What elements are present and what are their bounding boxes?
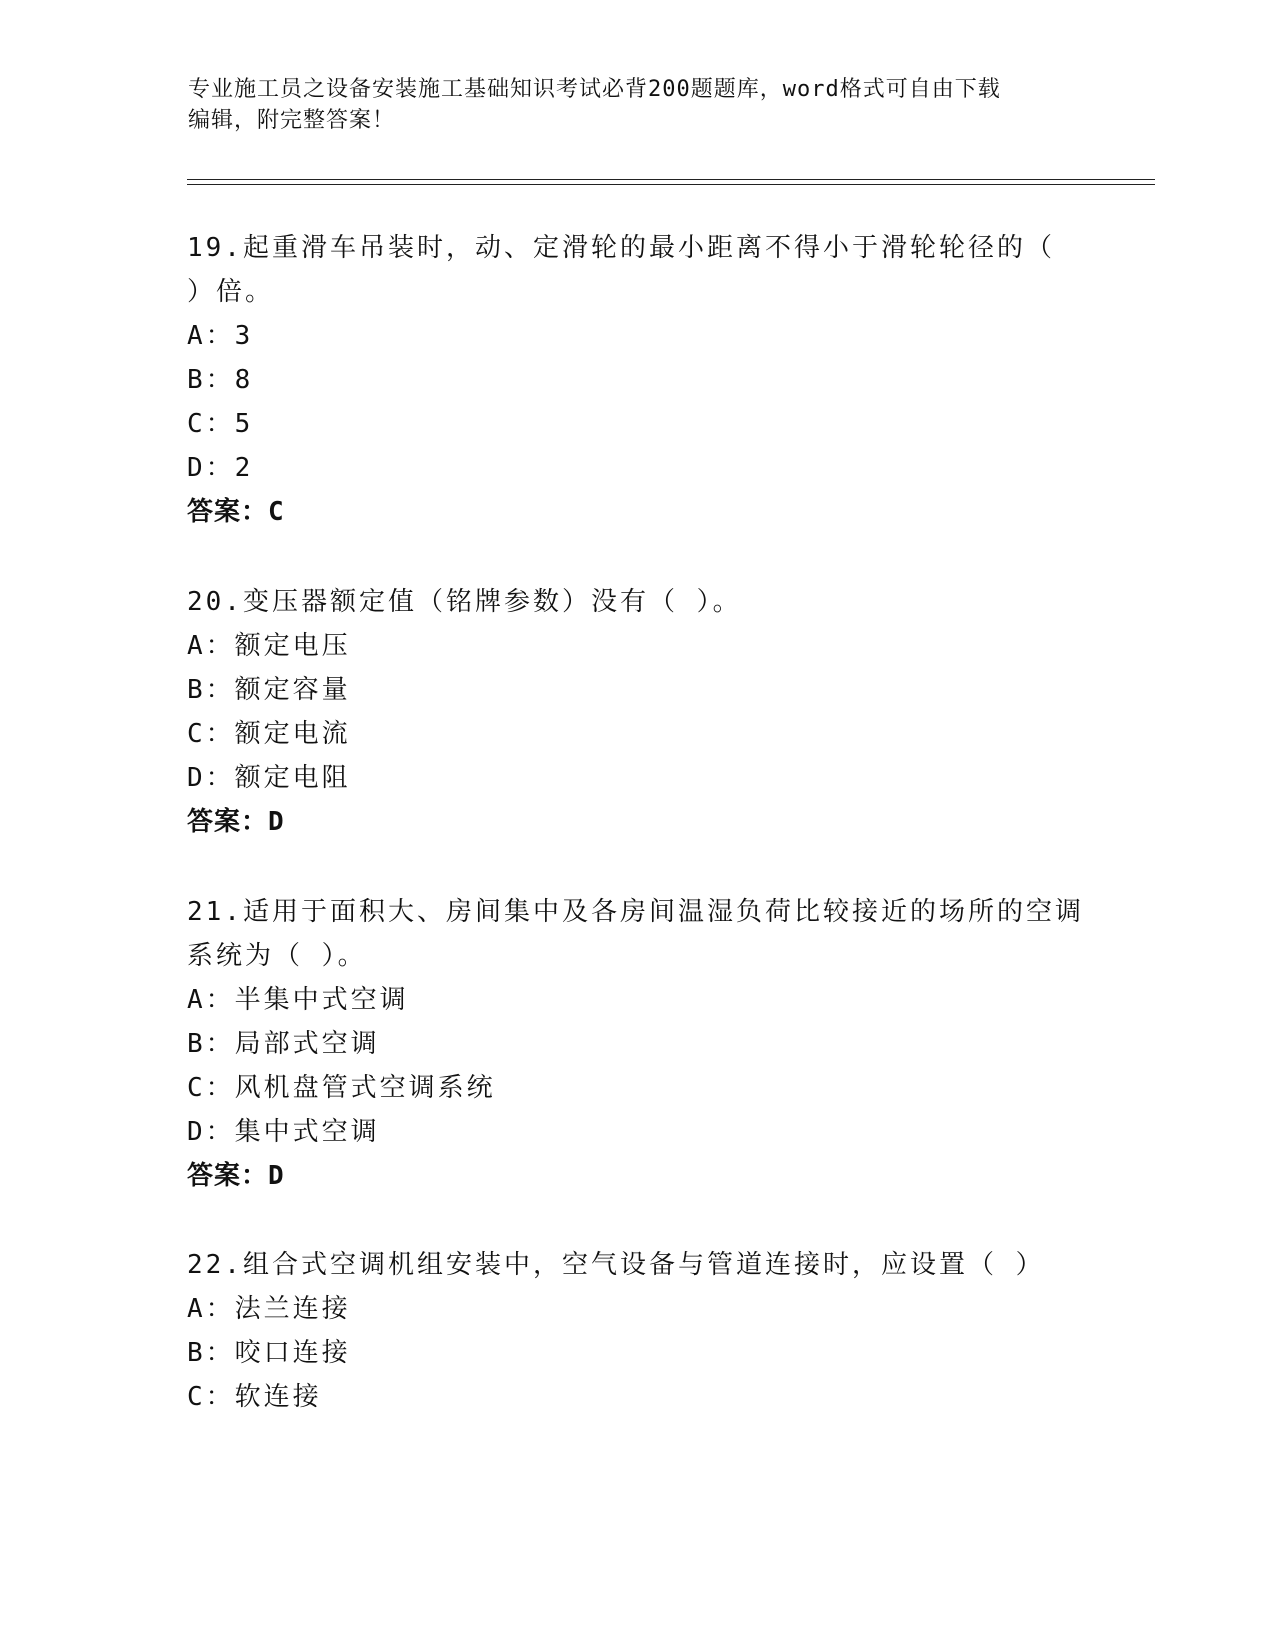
question-20-answer: 答案：D <box>187 807 285 837</box>
question-21-option-a: A：半集中式空调 <box>187 985 409 1015</box>
question-20-option-a: A：额定电压 <box>187 631 351 661</box>
question-19-option-a: A：3 <box>187 321 254 351</box>
question-22-option-b: B：咬口连接 <box>187 1338 351 1368</box>
question-21-option-d: D：集中式空调 <box>187 1117 380 1147</box>
question-19-option-c: C：5 <box>187 409 254 439</box>
question-20-option-b: B：额定容量 <box>187 675 351 705</box>
header-divider-top <box>187 179 1155 180</box>
question-22-option-a: A：法兰连接 <box>187 1294 351 1324</box>
question-22-option-c: C：软连接 <box>187 1382 322 1412</box>
question-22-stem-line-1: 22.组合式空调机组安装中，空气设备与管道连接时，应设置（ ） <box>187 1250 1045 1280</box>
question-19-option-b: B：8 <box>187 365 254 395</box>
document-header <box>188 74 1088 136</box>
header-divider-bottom <box>187 184 1155 185</box>
question-21-option-c: C：风机盘管式空调系统 <box>187 1073 496 1103</box>
question-19-stem-line-1: 19.起重滑车吊装时，动、定滑轮的最小距离不得小于滑轮轮径的（ <box>187 233 1055 263</box>
header-line-1: 专业施工员之设备安装施工基础知识考试必背200题题库，word格式可自由下载 <box>188 77 1001 102</box>
question-19-option-d: D：2 <box>187 453 254 483</box>
question-19-stem-line-2: ）倍。 <box>187 277 275 307</box>
question-21-answer: 答案：D <box>187 1161 285 1191</box>
question-19-answer: 答案：C <box>187 497 285 527</box>
question-20-option-c: C：额定电流 <box>187 719 351 749</box>
question-21-option-b: B：局部式空调 <box>187 1029 380 1059</box>
question-21-stem-line-1: 21.适用于面积大、房间集中及各房间温湿负荷比较接近的场所的空调 <box>187 897 1084 927</box>
question-21-stem-line-2: 系统为（ ）。 <box>187 941 367 971</box>
question-20-option-d: D：额定电阻 <box>187 763 351 793</box>
question-20-stem-line-1: 20.变压器额定值（铭牌参数）没有（ ）。 <box>187 587 742 617</box>
header-line-2: 编辑，附完整答案！ <box>188 108 396 133</box>
